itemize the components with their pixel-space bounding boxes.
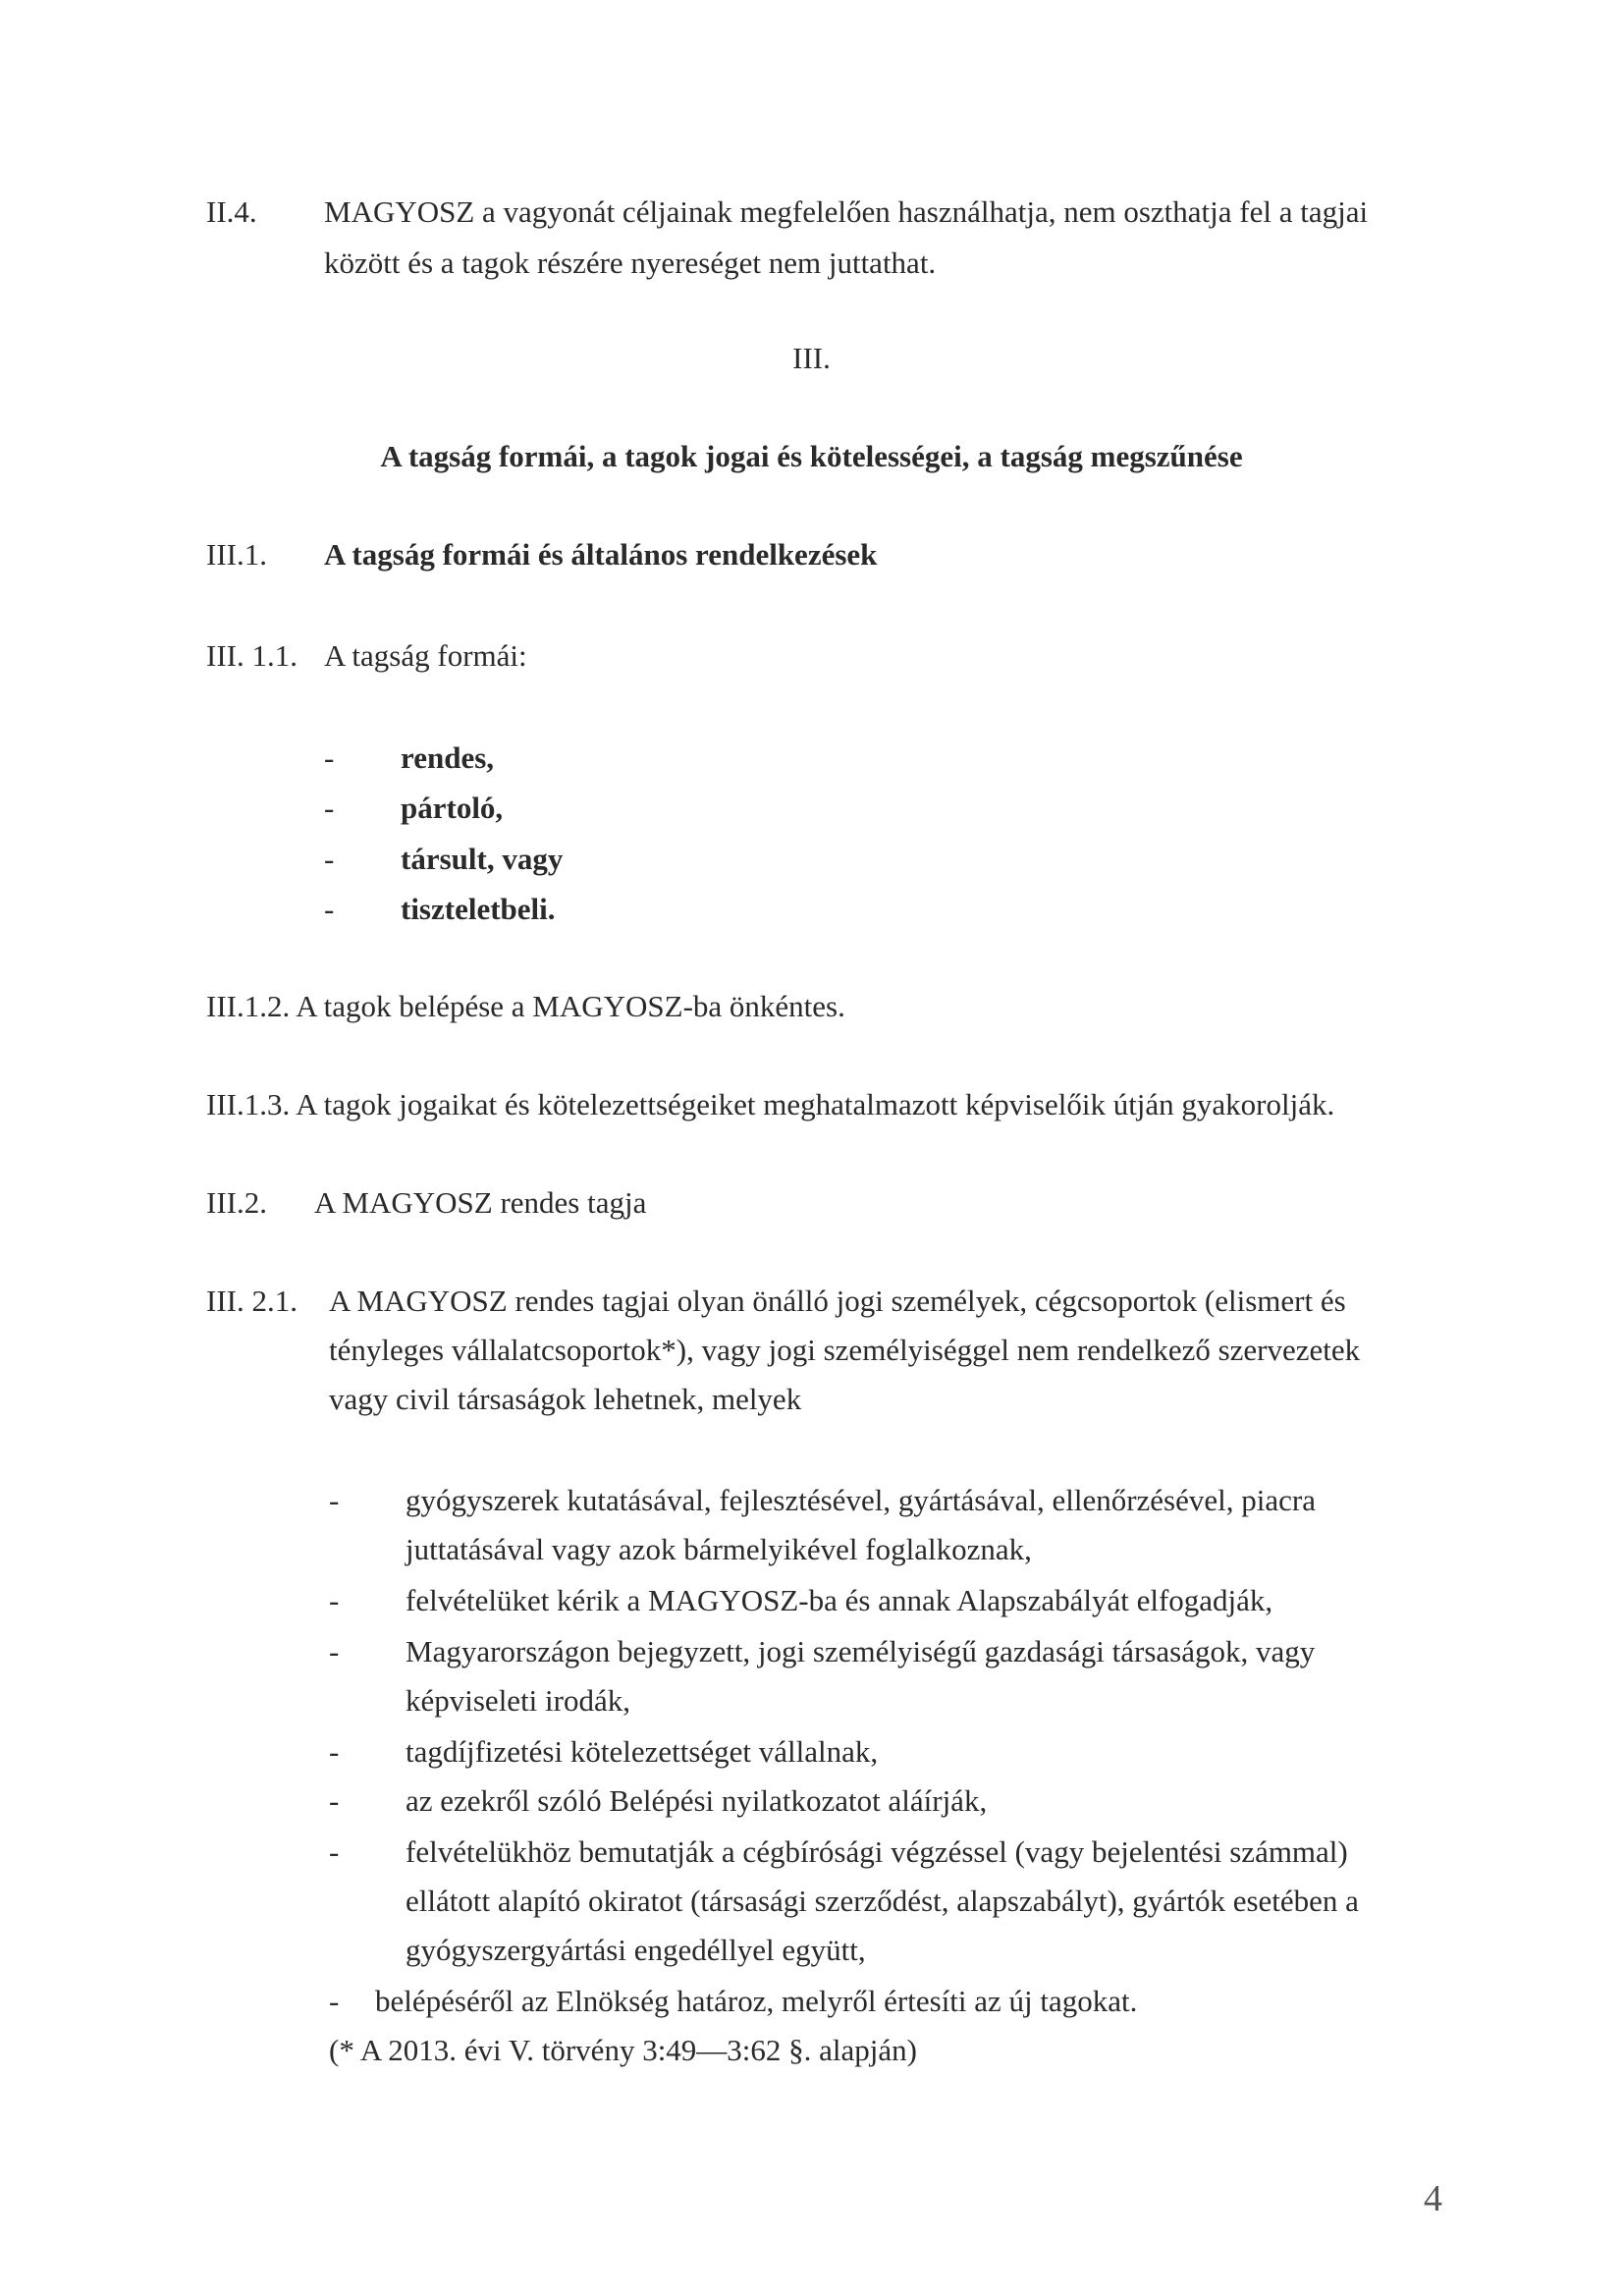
- section-number: III. 2.1.: [206, 1284, 298, 1318]
- list-dash: -: [329, 1834, 340, 1869]
- section-number: III. 1.1.: [206, 638, 298, 673]
- paragraph-line: [324, 192, 1453, 232]
- list-dash: -: [329, 1783, 340, 1818]
- section-number: III.2.: [206, 1185, 267, 1220]
- list-item: tiszteletbeli.: [401, 892, 556, 926]
- list-item-line: az ezekről szóló Belépési nyilatkozatot aláírják,: [406, 1783, 988, 1818]
- paragraph-line: között és a tagok részére nyereséget nem juttathat.: [324, 246, 937, 280]
- list-item-line: tagdíjfizetési kötelezettséget vállalnak,: [406, 1734, 879, 1769]
- list-item-line: képviseleti irodák,: [406, 1683, 630, 1718]
- section-number: II.4.: [206, 194, 257, 229]
- list-item-line: felvételüket kérik a MAGYOSZ-ba és annak Alapszabályát elfogadják,: [406, 1583, 1273, 1617]
- list-dash: -: [324, 791, 335, 825]
- list-dash: -: [329, 1734, 340, 1769]
- list-dash: -: [324, 892, 335, 926]
- list-dash: -: [324, 842, 335, 876]
- section-number: III.1.: [206, 537, 267, 572]
- list-item: pártoló,: [401, 791, 504, 825]
- chapter-title: A tagság formái, a tagok jogai és kötelességei, a tagság megszűnése: [380, 439, 1243, 473]
- list-item-line: juttatásával vagy azok bármelyikével foglalkoznak,: [406, 1532, 1032, 1566]
- section-title: A MAGYOSZ rendes tagja: [314, 1185, 647, 1220]
- list-item: rendes,: [401, 740, 495, 775]
- paragraph-text: MAGYOSZ a vagyonát céljainak megfelelően használhatja, nem oszthatja fel a tagjai: [324, 194, 1369, 229]
- chapter-number: III.: [792, 341, 831, 375]
- list-item-line: belépéséről az Elnökség határoz, melyről értesíti az új tagokat.: [375, 1984, 1138, 2018]
- list-item-line: gyógyszerek kutatásával, fejlesztésével, gyártásával, ellenőrzésével, piacra: [406, 1483, 1316, 1517]
- list-item-line: Magyarországon bejegyzett, jogi személyiségű gazdasági társaságok, vagy: [406, 1634, 1316, 1668]
- page-number: 4: [1424, 2178, 1442, 2219]
- paragraph-text: A MAGYOSZ rendes tagjai olyan önálló jogi személyek, cégcsoportok (elismert és: [329, 1284, 1346, 1318]
- list-dash: -: [324, 740, 335, 775]
- paragraph-line: tényleges vállalatcsoportok*), vagy jogi személyiséggel nem rendelkező szervezetek: [329, 1333, 1361, 1367]
- paragraph-text: A tagság formái:: [324, 638, 527, 673]
- list-item-line: felvételükhöz bemutatják a cégbírósági végzéssel (vagy bejelentési számmal): [406, 1834, 1348, 1869]
- paragraph-line: vagy civil társaságok lehetnek, melyek: [329, 1382, 802, 1416]
- paragraph-text: III.1.2. A tagok belépése a MAGYOSZ-ba önkéntes.: [206, 989, 845, 1023]
- list-dash: -: [329, 1984, 340, 2018]
- list-dash: -: [329, 1583, 340, 1617]
- list-item-line: ellátott alapító okiratot (társasági szerződést, alapszabályt), gyártók esetében a: [406, 1884, 1359, 1918]
- paragraph-text: III.1.3. A tagok jogaikat és kötelezettségeiket meghatalmazott képviselőik útján gyakorolják.: [206, 1087, 1335, 1121]
- footnote: (* A 2013. évi V. törvény 3:49—3:62 §. alapján): [329, 2033, 917, 2067]
- list-item: társult, vagy: [401, 842, 564, 876]
- section-title: A tagság formái és általános rendelkezések: [324, 537, 878, 572]
- list-dash: -: [329, 1634, 340, 1668]
- list-dash: -: [329, 1483, 340, 1517]
- list-item-line: gyógyszergyártási engedéllyel együtt,: [406, 1933, 866, 1967]
- paragraph-line: [329, 1282, 1453, 1321]
